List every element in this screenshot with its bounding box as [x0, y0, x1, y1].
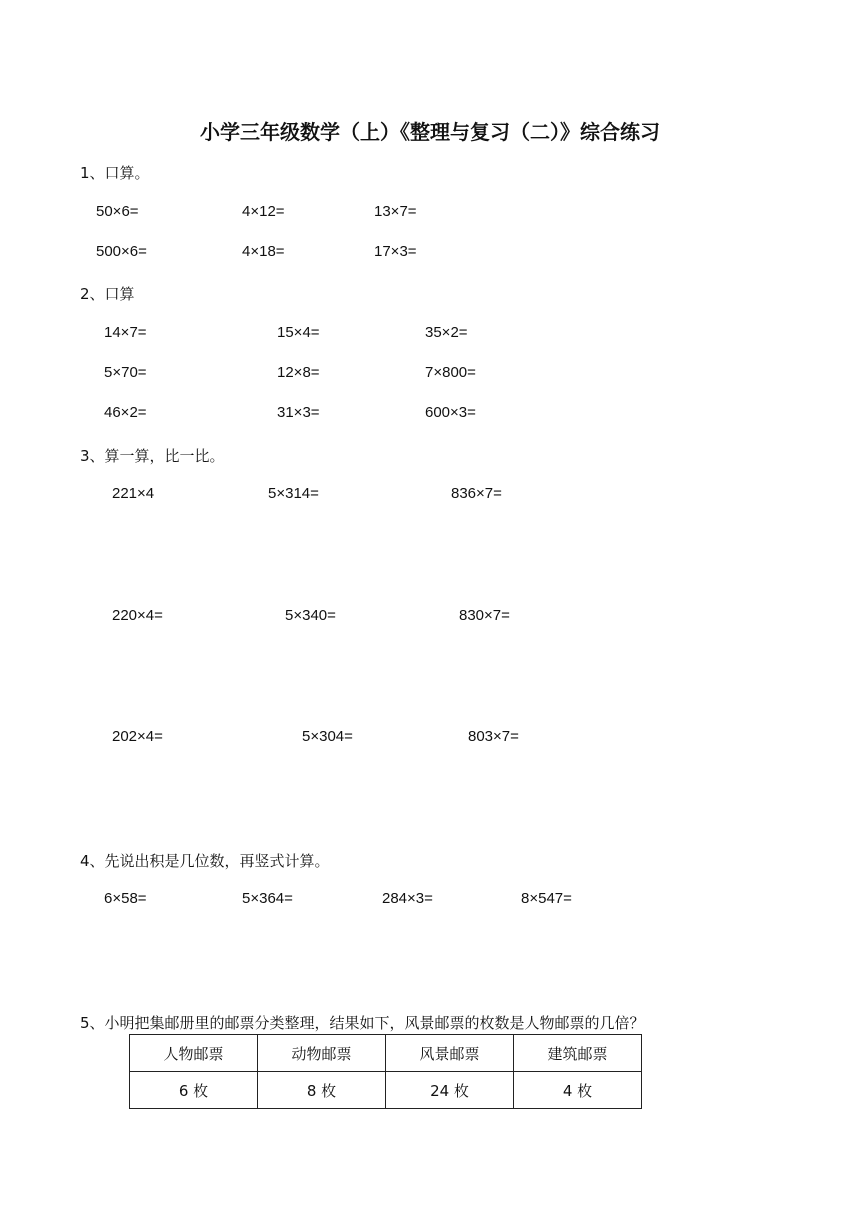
q3-heading: 3、算一算，比一比。	[80, 447, 225, 465]
stamp-table	[129, 1034, 642, 1109]
q2-expression: 15×4=	[277, 324, 320, 341]
table-header-row	[130, 1035, 642, 1072]
q1-expression: 500×6=	[96, 243, 147, 260]
q2-expression: 35×2=	[425, 324, 468, 341]
q1-expression: 13×7=	[374, 203, 417, 220]
table-cell: 24 枚	[386, 1072, 514, 1109]
table-cell: 8 枚	[258, 1072, 386, 1109]
q3-expression: 221×4	[112, 485, 155, 502]
worksheet-title: 小学三年级数学（上）《整理与复习（二）》综合练习	[200, 120, 660, 144]
table-header-cell: 建筑邮票	[514, 1035, 642, 1072]
table-header-cell: 动物邮票	[258, 1035, 386, 1072]
table-cell: 6 枚	[130, 1072, 258, 1109]
q4-expression: 5×364=	[242, 890, 293, 907]
q2-expression: 12×8=	[277, 364, 320, 381]
q2-heading: 2、口算	[80, 285, 135, 303]
q3-expression: 202×4=	[112, 728, 163, 745]
q4-expression: 8×547=	[521, 890, 572, 907]
table-header-cell: 风景邮票	[386, 1035, 514, 1072]
q3-expression: 5×314=	[268, 485, 319, 502]
q3-expression: 5×304=	[302, 728, 353, 745]
table-header-cell: 人物邮票	[130, 1035, 258, 1072]
q4-heading: 4、先说出积是几位数，再竖式计算。	[80, 852, 330, 870]
q2-expression: 7×800=	[425, 364, 476, 381]
q3-expression: 220×4=	[112, 607, 163, 624]
q1-expression: 4×12=	[242, 203, 285, 220]
q2-expression: 31×3=	[277, 404, 320, 421]
table-row	[130, 1072, 642, 1109]
q2-expression: 46×2=	[104, 404, 147, 421]
q1-expression: 4×18=	[242, 243, 285, 260]
q3-expression: 5×340=	[285, 607, 336, 624]
q1-expression: 17×3=	[374, 243, 417, 260]
q3-expression: 836×7=	[451, 485, 502, 502]
table-cell: 4 枚	[514, 1072, 642, 1109]
q5-heading: 5、小明把集邮册里的邮票分类整理，结果如下，风景邮票的枚数是人物邮票的几倍？	[80, 1014, 645, 1032]
q3-expression: 803×7=	[468, 728, 519, 745]
q1-expression: 50×6=	[96, 203, 139, 220]
q3-expression: 830×7=	[459, 607, 510, 624]
q1-heading: 1、口算。	[80, 164, 150, 182]
q2-expression: 600×3=	[425, 404, 476, 421]
q2-expression: 5×70=	[104, 364, 147, 381]
q2-expression: 14×7=	[104, 324, 147, 341]
q4-expression: 6×58=	[104, 890, 147, 907]
q4-expression: 284×3=	[382, 890, 433, 907]
